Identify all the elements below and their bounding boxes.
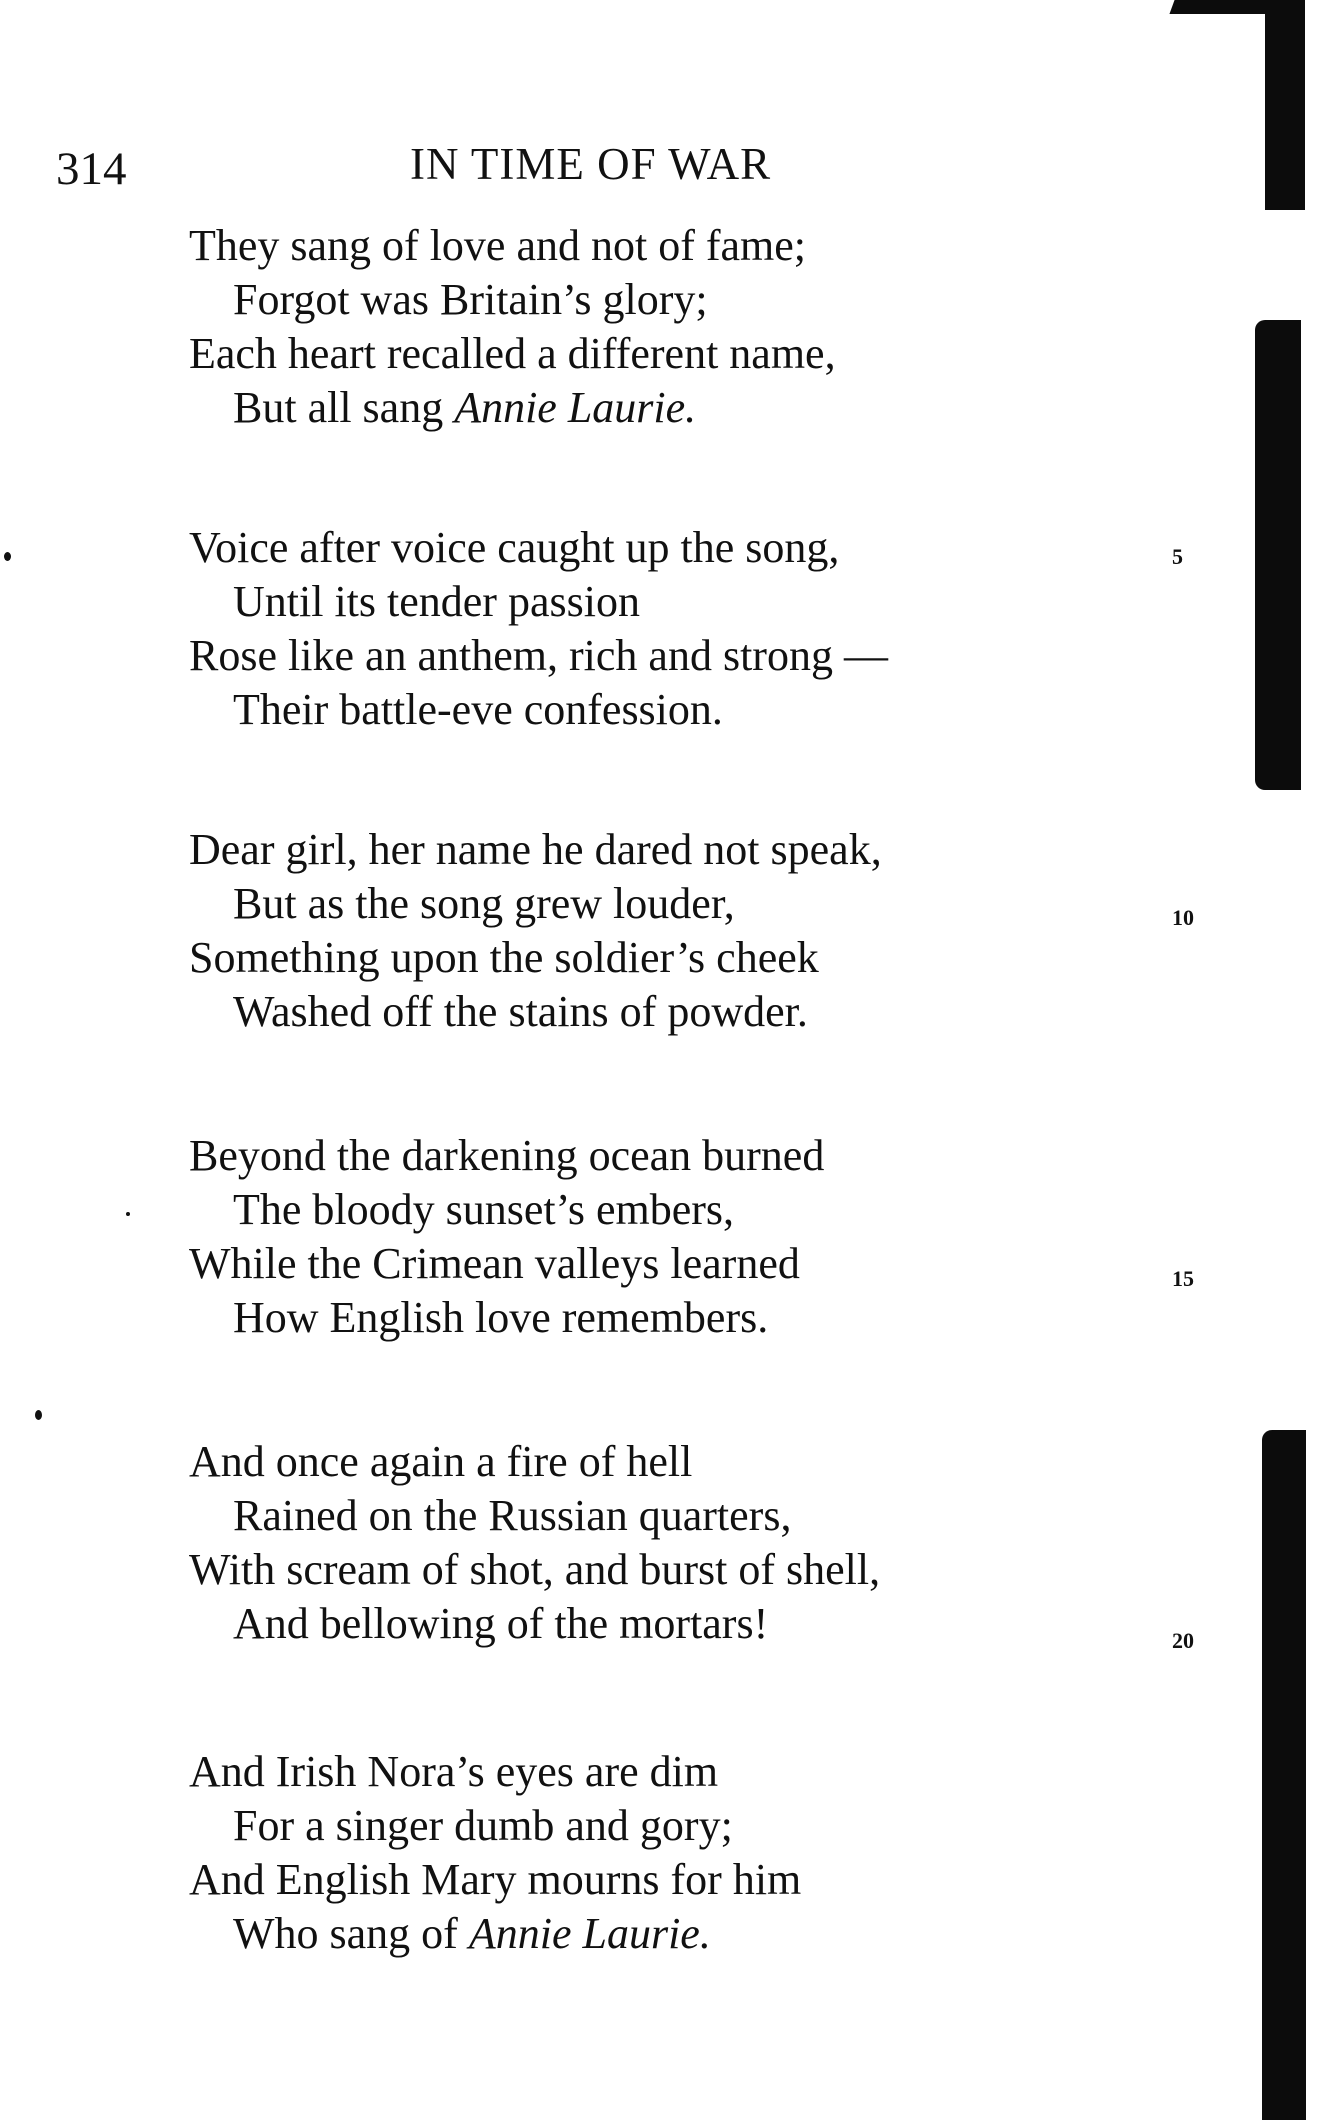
poem-line: For a singer dumb and gory;: [233, 1801, 733, 1850]
poem-line: [233, 1909, 711, 1958]
poem-line: The bloody sunset’s embers,: [233, 1185, 735, 1234]
line-text: Who sang of: [233, 1909, 469, 1958]
poem-line: And Irish Nora’s eyes are dim: [189, 1747, 719, 1796]
poem-line: Washed off the stains of powder.: [233, 987, 808, 1036]
poem-line: Their battle-eve confession.: [233, 685, 723, 734]
line-number: 20: [1172, 1628, 1194, 1653]
poem-line: Rained on the Russian quarters,: [233, 1491, 792, 1540]
poem-line: Dear girl, her name he dared not speak,: [189, 825, 882, 874]
poem-line: Each heart recalled a different name,: [189, 329, 836, 378]
poem-line: And once again a fire of hell: [189, 1437, 693, 1486]
scan-speck: [35, 1410, 42, 1420]
scan-speck: [126, 1212, 130, 1216]
poem-line: Beyond the darkening ocean burned: [189, 1131, 825, 1180]
page-number: 314: [56, 143, 127, 195]
line-number: 5: [1172, 544, 1183, 569]
poem-line: [233, 383, 697, 432]
poem-line: Rose like an anthem, rich and strong —: [189, 631, 888, 680]
poem-line: How English love remembers.: [233, 1293, 769, 1342]
poem-line: They sang of love and not of fame;: [189, 221, 807, 270]
poem-line: And English Mary mourns for him: [189, 1855, 802, 1904]
line-number: 15: [1172, 1266, 1194, 1291]
song-title: Annie Laurie.: [454, 383, 697, 432]
song-title: Annie Laurie.: [468, 1909, 711, 1958]
poem-line: Something upon the soldier’s cheek: [189, 933, 819, 982]
line-text: But all sang: [233, 383, 455, 432]
poem-line: Until its tender passion: [233, 577, 640, 626]
poem-line: With scream of shot, and burst of shell,: [189, 1545, 881, 1594]
line-number: 10: [1172, 905, 1194, 930]
poem-line: Voice after voice caught up the song,: [189, 523, 840, 572]
poem-line: While the Crimean valleys learned: [189, 1239, 800, 1288]
poem-line: But as the song grew louder,: [233, 879, 735, 928]
running-head: IN TIME OF WAR: [410, 139, 772, 189]
poem-line: Forgot was Britain’s glory;: [233, 275, 708, 324]
poem-line: And bellowing of the mortars!: [233, 1599, 769, 1648]
scan-speck: [4, 552, 11, 561]
